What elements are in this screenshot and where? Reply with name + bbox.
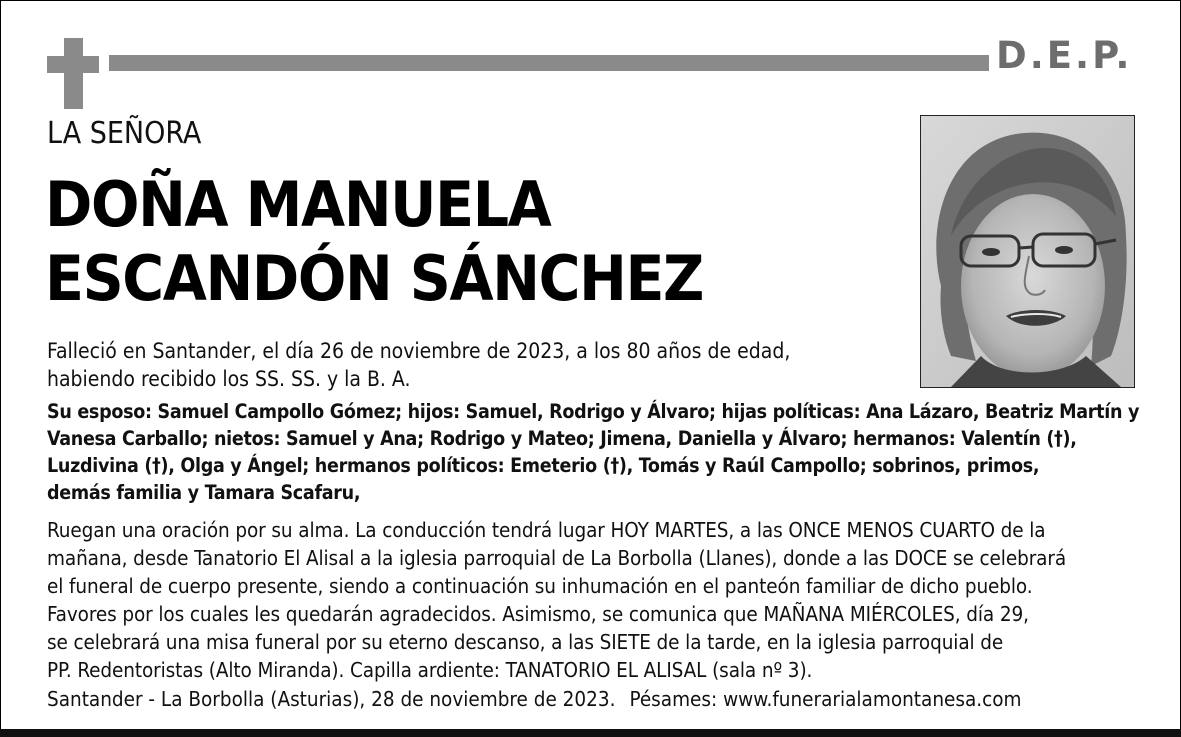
name-line-2: ESCANDÓN SÁNCHEZ bbox=[45, 242, 704, 315]
ceremony-line-6: PP. Redentoristas (Alto Miranda). Capilla ardiente: TANATORIO EL ALISAL (sala nº 3). bbox=[47, 658, 813, 682]
name-line-1: DOÑA MANUELA bbox=[45, 168, 551, 241]
family-list bbox=[47, 398, 1157, 506]
death-notice bbox=[47, 337, 907, 393]
ceremony-line-5: se celebrará una misa funeral por su eterno descanso, a las SIETE de la tarde, en la iglesia parroquial de bbox=[47, 630, 1004, 654]
death-notice-line-2: habiendo recibido los SS. SS. y la B. A. bbox=[47, 367, 411, 391]
portrait-photo bbox=[920, 115, 1135, 388]
family-line-3: Luzdivina (†), Olga y Ángel; hermanos políticos: Emeterio (†), Tomás y Raúl Campollo; sobrinos, primos, bbox=[47, 454, 1040, 477]
family-line-4: demás familia y Tamara Scafaru, bbox=[47, 481, 361, 504]
bottom-border bbox=[0, 729, 1181, 737]
cross-icon-horizontal bbox=[47, 56, 99, 73]
footer-place-date: Santander - La Borbolla (Asturias), 28 de noviembre de 2023. bbox=[47, 687, 616, 711]
footer bbox=[47, 685, 1157, 713]
ceremony-line-2: mañana, desde Tanatorio El Alisal a la iglesia parroquial de La Borbolla (Llanes), donde a las DOCE se celebrará bbox=[47, 546, 1067, 570]
family-line-2: Vanesa Carballo; nietos: Samuel y Ana; Rodrigo y Mateo; Jimena, Daniella y Álvaro; hermanos: Valentín (†), bbox=[47, 427, 1077, 450]
cross-icon-vertical bbox=[64, 38, 83, 109]
portrait-image bbox=[921, 116, 1134, 387]
family-line-1: Su esposo: Samuel Campollo Gómez; hijos: Samuel, Rodrigo y Álvaro; hijas políticas: Ana Lázaro, Beatriz Martín y bbox=[47, 400, 1140, 423]
header-rule bbox=[109, 55, 989, 71]
honorific: LA SEÑORA bbox=[47, 116, 202, 151]
deceased-name bbox=[45, 168, 703, 316]
footer-condolences: Pésames: www.funerarialamontanesa.com bbox=[629, 687, 1022, 711]
ceremony-line-1: Ruegan una oración por su alma. La conducción tendrá lugar HOY MARTES, a las ONCE MENOS CUARTO de la bbox=[47, 518, 1046, 542]
death-notice-line-1: Falleció en Santander, el día 26 de noviembre de 2023, a los 80 años de edad, bbox=[47, 339, 791, 363]
ceremony-line-4: Favores por los cuales les quedarán agradecidos. Asimismo, se comunica que MAÑANA MIÉRCOLES, día 29, bbox=[47, 602, 1029, 626]
ceremony-line-3: el funeral de cuerpo presente, siendo a continuación su inhumación en el panteón familiar de dicho pueblo. bbox=[47, 574, 1033, 598]
ceremony-details bbox=[47, 516, 1157, 684]
dep-label: D.E.P. bbox=[996, 34, 1133, 77]
